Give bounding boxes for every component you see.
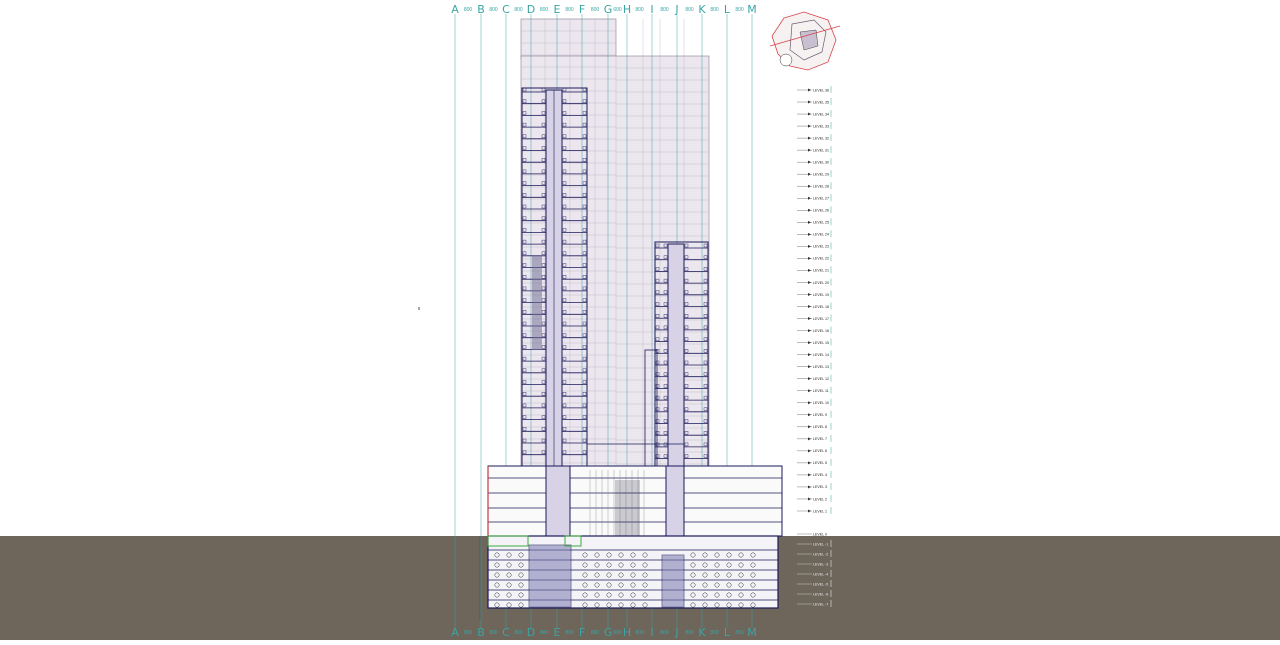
grid-label-bottom: M bbox=[747, 626, 757, 639]
level-label: LEVEL 35 bbox=[813, 100, 830, 105]
bay-dimension-top: 800 bbox=[489, 7, 498, 13]
level-label: LEVEL 23 bbox=[813, 244, 830, 249]
level-marker-icon bbox=[808, 161, 811, 164]
level-label: LEVEL 1 bbox=[813, 509, 828, 514]
level-label: LEVEL 28 bbox=[813, 184, 830, 189]
level-marker-icon bbox=[808, 185, 811, 188]
grid-label-bottom: I bbox=[650, 626, 654, 639]
bay-dimension-top: 800 bbox=[565, 7, 574, 13]
level-label: LEVEL 17 bbox=[813, 316, 830, 321]
level-label: LEVEL 25 bbox=[813, 220, 830, 225]
bay-dimension-top: 800 bbox=[463, 7, 473, 13]
grid-label-bottom: J bbox=[675, 626, 679, 639]
level-marker-icon bbox=[808, 101, 811, 104]
level-markers bbox=[797, 86, 831, 607]
level-label: LEVEL 11 bbox=[813, 389, 829, 394]
grid-label-bottom: L bbox=[723, 626, 731, 639]
level-label: LEVEL 32 bbox=[813, 136, 830, 141]
level-marker-icon bbox=[808, 329, 811, 332]
level-label: LEVEL 27 bbox=[813, 196, 830, 201]
level-marker-icon bbox=[808, 233, 811, 236]
level-label: LEVEL 14 bbox=[813, 352, 830, 357]
grid-label-top: K bbox=[698, 3, 706, 16]
level-label: LEVEL 12 bbox=[813, 376, 830, 381]
key-plan bbox=[770, 12, 840, 70]
level-label: LEVEL 3 bbox=[813, 485, 828, 490]
bay-dimension-top: 800 bbox=[660, 7, 669, 13]
grid-label-top: E bbox=[553, 3, 561, 16]
level-marker-icon bbox=[808, 281, 811, 284]
level-label: LEVEL 10 bbox=[813, 401, 830, 406]
north-arrow-icon bbox=[780, 54, 792, 66]
level-marker-icon bbox=[808, 221, 811, 224]
level-marker-icon bbox=[808, 149, 811, 152]
bay-dimension-bottom: 800 bbox=[590, 630, 600, 636]
bay-dimension-bottom: 800 bbox=[735, 630, 744, 636]
grid-label-bottom: C bbox=[502, 626, 510, 639]
bay-dimension-bottom: 600 bbox=[613, 630, 622, 636]
level-label: LEVEL 20 bbox=[813, 280, 830, 285]
level-label: LEVEL 7 bbox=[813, 437, 828, 442]
level-marker-icon bbox=[808, 89, 811, 92]
level-label: LEVEL 24 bbox=[813, 232, 830, 237]
podium-section bbox=[488, 466, 782, 536]
level-label: LEVEL 15 bbox=[813, 340, 830, 345]
level-marker-icon bbox=[808, 173, 811, 176]
grid-label-top: L bbox=[723, 3, 731, 16]
level-marker-icon bbox=[808, 317, 811, 320]
grid-label-bottom: D bbox=[526, 626, 536, 639]
level-marker-icon bbox=[808, 137, 811, 140]
level-marker-icon bbox=[808, 377, 811, 380]
level-label: LEVEL 2 bbox=[813, 497, 828, 502]
level-marker-icon bbox=[808, 389, 811, 392]
level-label: LEVEL -1 bbox=[813, 542, 829, 547]
level-marker-icon bbox=[808, 401, 811, 404]
bay-dimension-top: 800 bbox=[539, 7, 549, 13]
level-label: LEVEL 19 bbox=[813, 292, 830, 297]
bay-dimension-bottom: 800 bbox=[539, 630, 549, 636]
bay-dimension-bottom: 800 bbox=[463, 630, 473, 636]
grid-label-bottom: A bbox=[451, 626, 459, 639]
grid-label-top: M bbox=[747, 3, 757, 16]
level-label: LEVEL 18 bbox=[813, 304, 830, 309]
bay-dimension-bottom: 800 bbox=[635, 630, 644, 636]
bay-dimension-top: 800 bbox=[735, 7, 744, 13]
bay-dimension-bottom: 800 bbox=[660, 630, 669, 636]
level-marker-icon bbox=[808, 437, 811, 440]
grid-label-bottom: F bbox=[578, 626, 586, 639]
level-label: LEVEL -4 bbox=[813, 572, 829, 577]
bay-dimension-top: 800 bbox=[710, 7, 719, 13]
level-marker-icon bbox=[808, 365, 811, 368]
level-marker-icon bbox=[808, 353, 811, 356]
grid-label-top: I bbox=[650, 3, 654, 16]
level-label: LEVEL -7 bbox=[813, 602, 829, 607]
level-label: LEVEL 26 bbox=[813, 208, 830, 213]
level-marker-icon bbox=[808, 497, 811, 500]
level-label: LEVEL 16 bbox=[813, 328, 830, 333]
level-marker-icon bbox=[808, 113, 811, 116]
level-marker-icon bbox=[808, 269, 811, 272]
level-label: LEVEL 0 bbox=[813, 532, 828, 537]
grid-label-top: C bbox=[502, 3, 510, 16]
level-marker-icon bbox=[808, 209, 811, 212]
level-label: LEVEL 8 bbox=[813, 425, 828, 430]
level-marker-icon bbox=[808, 197, 811, 200]
level-label: LEVEL 6 bbox=[813, 449, 828, 454]
grid-label-top: H bbox=[622, 3, 632, 16]
level-marker-icon bbox=[808, 425, 811, 428]
grid-label-top: A bbox=[451, 3, 459, 16]
bay-dimension-top: 600 bbox=[613, 7, 622, 13]
grid-label-bottom: G bbox=[603, 626, 613, 639]
grid-label-top: B bbox=[477, 3, 485, 16]
level-label: LEVEL -2 bbox=[813, 552, 829, 557]
grid-label-top: G bbox=[603, 3, 613, 16]
level-label: LEVEL 34 bbox=[813, 112, 830, 117]
bay-dimension-top: 800 bbox=[590, 7, 600, 13]
grid-label-bottom: E bbox=[553, 626, 561, 639]
level-marker-icon bbox=[808, 485, 811, 488]
grid-label-top: J bbox=[675, 3, 679, 16]
level-label: LEVEL -6 bbox=[813, 592, 829, 597]
level-label: LEVEL 22 bbox=[813, 256, 830, 261]
level-label: LEVEL -3 bbox=[813, 562, 829, 567]
bay-dimension-bottom: 800 bbox=[514, 630, 523, 636]
level-marker-icon bbox=[808, 293, 811, 296]
level-label: LEVEL 36 bbox=[813, 88, 830, 93]
grid-label-top: D bbox=[526, 3, 536, 16]
bay-dimension-top: 800 bbox=[685, 7, 694, 13]
bay-dimension-bottom: 800 bbox=[685, 630, 694, 636]
level-marker-icon bbox=[808, 473, 811, 476]
level-label: LEVEL 29 bbox=[813, 172, 830, 177]
level-label: LEVEL 4 bbox=[813, 473, 828, 478]
level-marker-icon bbox=[808, 305, 811, 308]
level-marker-icon bbox=[808, 461, 811, 464]
level-marker-icon bbox=[808, 510, 811, 513]
grid-label-top: F bbox=[578, 3, 586, 16]
level-marker-icon bbox=[808, 449, 811, 452]
level-label: LEVEL 31 bbox=[813, 148, 830, 153]
level-marker-icon bbox=[808, 125, 811, 128]
grid-label-bottom: B bbox=[477, 626, 485, 639]
bay-dimension-bottom: 800 bbox=[489, 630, 498, 636]
level-label: LEVEL 9 bbox=[813, 413, 828, 418]
level-label: LEVEL 30 bbox=[813, 160, 830, 165]
bay-dimension-bottom: 800 bbox=[565, 630, 574, 636]
bay-dimension-bottom: 800 bbox=[710, 630, 719, 636]
level-label: LEVEL 13 bbox=[813, 364, 830, 369]
bay-dimension-top: 800 bbox=[635, 7, 644, 13]
basement-car-park bbox=[480, 536, 778, 620]
grid-label-bottom: H bbox=[622, 626, 632, 639]
level-label: LEVEL 21 bbox=[813, 268, 830, 273]
bay-dimension-top: 800 bbox=[514, 7, 523, 13]
level-label: LEVEL 33 bbox=[813, 124, 830, 129]
level-marker-icon bbox=[808, 341, 811, 344]
grid-label-bottom: K bbox=[698, 626, 706, 639]
level-marker-icon bbox=[808, 413, 811, 416]
level-marker-icon bbox=[808, 257, 811, 260]
level-label: LEVEL 5 bbox=[813, 461, 828, 466]
level-label: LEVEL -5 bbox=[813, 582, 829, 587]
level-marker-icon bbox=[808, 245, 811, 248]
